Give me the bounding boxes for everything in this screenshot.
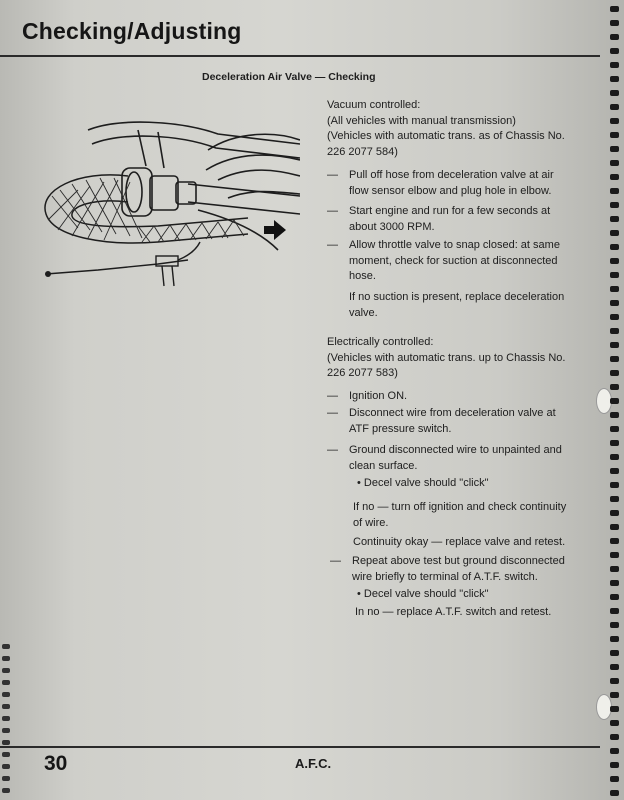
binding-ring [2, 668, 10, 673]
binding-ring [2, 704, 10, 709]
electric-step-1 [327, 389, 599, 405]
footer-label: A.F.C. [295, 756, 332, 771]
vacuum-intro [327, 98, 597, 160]
binding-ring [610, 650, 619, 656]
binding-ring [610, 608, 619, 614]
step-line: Start engine and run for a few seconds at [349, 205, 551, 217]
note-line: If no — turn off ignition and check continuity [353, 501, 567, 513]
step-line: ATF pressure switch. [349, 422, 452, 435]
step-dash: — [330, 555, 341, 567]
binding-ring [610, 300, 619, 306]
binding-ring [610, 510, 619, 516]
binding-ring [2, 728, 10, 733]
binding-ring [610, 314, 619, 320]
page-number: 30 [44, 752, 68, 775]
binding-ring [610, 146, 619, 152]
electric-if-no-2: In no — replace A.T.F. switch and retest. [355, 606, 552, 618]
binding-ring [610, 132, 619, 138]
vacuum-heading: Vacuum controlled: [327, 99, 421, 111]
footer-divider [0, 746, 600, 748]
spiral-binding-right [600, 0, 624, 800]
binding-ring [610, 174, 619, 180]
binding-ring [610, 188, 619, 194]
electric-applicability-1a: (Vehicles with automatic trans. up to Chassis No. [327, 351, 566, 364]
binding-ring [2, 680, 10, 685]
binding-ring [2, 788, 10, 793]
binding-ring [610, 398, 619, 404]
binding-ring [2, 776, 10, 781]
binding-ring [610, 76, 619, 82]
electric-continuity-note: Continuity okay — replace valve and retest. [353, 536, 566, 548]
binding-ring [610, 104, 619, 110]
binding-ring [610, 258, 619, 264]
note-line: of wire. [353, 516, 389, 529]
step-dash: — [327, 169, 338, 181]
binding-ring [610, 454, 619, 460]
electric-step-3 [327, 443, 599, 475]
electric-bullet-1: • Decel valve should "click" [357, 477, 489, 489]
binding-ring [610, 216, 619, 222]
binding-ring [2, 752, 10, 757]
step-line: about 3000 RPM. [349, 220, 435, 233]
step-line: Ignition ON. [349, 390, 408, 402]
binding-ring [610, 762, 619, 768]
binding-ring [610, 34, 619, 40]
step-dash: — [327, 239, 338, 251]
vacuum-applicability-2a: (Vehicles with automatic trans. as of Chassis No. [327, 130, 565, 142]
step-line: Disconnect wire from deceleration valve at [349, 407, 556, 419]
step-line: clean surface. [349, 459, 418, 472]
electric-intro [327, 335, 597, 382]
binding-ring [610, 244, 619, 250]
step-dash: — [327, 407, 338, 419]
step-line: flow sensor elbow and plug hole in elbow. [349, 184, 552, 197]
binding-ring [610, 538, 619, 544]
vacuum-step-1 [327, 168, 599, 200]
binding-ring [610, 48, 619, 54]
step-line: moment, check for suction at disconnected [349, 254, 558, 267]
binding-ring [610, 412, 619, 418]
binding-ring [610, 580, 619, 586]
binding-ring [610, 678, 619, 684]
binding-ring [610, 6, 619, 12]
note-line: If no suction is present, replace deceleration [349, 291, 565, 303]
electric-if-no-1 [353, 500, 599, 532]
binding-ring [610, 720, 619, 726]
binding-ring [610, 622, 619, 628]
hose-valve-illustration [38, 110, 300, 295]
binding-ring [610, 426, 619, 432]
binding-ring [610, 748, 619, 754]
binding-ring [610, 328, 619, 334]
binding-ring [2, 644, 10, 649]
binding-ring [610, 706, 619, 712]
binding-ring [610, 734, 619, 740]
step-dash: — [327, 390, 338, 402]
binding-ring [610, 594, 619, 600]
binding-ring [610, 692, 619, 698]
step-line: Allow throttle valve to snap closed: at same [349, 239, 560, 251]
electric-applicability-1b: 226 2077 583) [327, 367, 398, 379]
binding-ring [610, 160, 619, 166]
binding-ring [610, 20, 619, 26]
electric-step-2 [327, 406, 599, 438]
vacuum-applicability-2b: 226 2077 584) [327, 145, 398, 158]
vacuum-step-2 [327, 204, 599, 236]
step-line: Repeat above test but ground disconnected [352, 555, 565, 567]
section-title: Deceleration Air Valve — Checking [202, 71, 376, 83]
binding-ring [2, 692, 10, 697]
electric-bullet-2: • Decel valve should "click" [357, 588, 489, 600]
binding-ring [610, 272, 619, 278]
step-dash: — [327, 444, 338, 456]
binding-ring [2, 656, 10, 661]
binding-ring [610, 636, 619, 642]
binding-ring [610, 356, 619, 362]
binding-ring [610, 482, 619, 488]
electric-step-4 [330, 554, 600, 586]
binding-ring [610, 496, 619, 502]
binding-ring [610, 790, 619, 796]
binding-ring [610, 118, 619, 124]
vacuum-applicability-1: (All vehicles with manual transmission) [327, 114, 516, 127]
binding-ring [610, 90, 619, 96]
binding-ring [610, 664, 619, 670]
binding-ring [2, 764, 10, 769]
binding-ring [2, 740, 10, 745]
page-title: Checking/Adjusting [22, 18, 242, 44]
step-line: hose. [349, 270, 376, 282]
binding-ring [610, 286, 619, 292]
binding-ring [610, 342, 619, 348]
binding-ring [2, 716, 10, 721]
step-line: Pull off hose from deceleration valve at air [349, 169, 554, 181]
binding-ring [610, 230, 619, 236]
binding-ring [610, 370, 619, 376]
binding-ring [610, 202, 619, 208]
binding-ring [610, 552, 619, 558]
binding-ring [610, 440, 619, 446]
binding-ring [610, 384, 619, 390]
step-line: Ground disconnected wire to unpainted and [349, 444, 562, 456]
note-line: valve. [349, 306, 378, 319]
electric-heading: Electrically controlled: [327, 336, 434, 348]
binding-ring [610, 62, 619, 68]
step-line: wire briefly to terminal of A.T.F. switch. [352, 570, 538, 583]
binding-ring [610, 468, 619, 474]
vacuum-step-3 [327, 238, 599, 286]
header-divider [0, 55, 600, 57]
binding-ring [610, 566, 619, 572]
step-dash: — [327, 205, 338, 217]
vacuum-note [349, 290, 599, 322]
binding-ring [610, 776, 619, 782]
spiral-binding-left [0, 640, 14, 800]
binding-ring [610, 524, 619, 530]
